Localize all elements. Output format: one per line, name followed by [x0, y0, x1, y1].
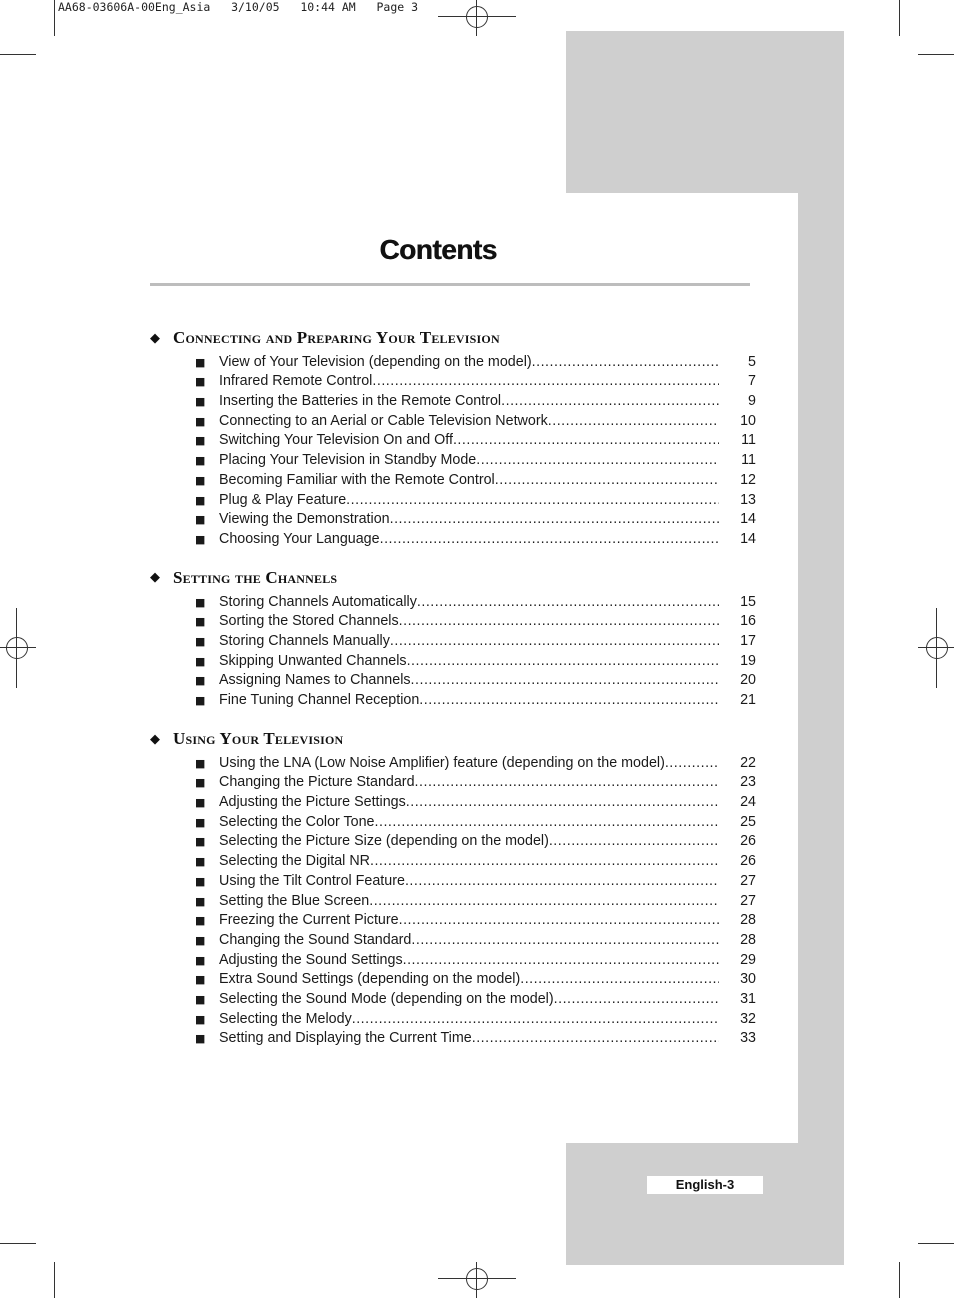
toc-entry-page: 16 [740, 613, 756, 630]
toc-entry-title: Storing Channels Automatically [219, 593, 417, 610]
dot-leader [417, 594, 719, 610]
decorative-panel-bottom [566, 1143, 844, 1265]
toc-entry-page: 5 [748, 353, 756, 370]
toc-entry-title: Inserting the Batteries in the Remote Control [219, 393, 502, 410]
square-bullet-icon: ■ [195, 815, 206, 829]
toc-entry [150, 669, 756, 689]
dot-leader [495, 472, 719, 488]
toc-entry-page: 14 [740, 530, 756, 547]
square-bullet-icon: ■ [195, 674, 206, 688]
toc-entry [150, 869, 756, 889]
toc-entry [150, 610, 756, 630]
toc-entry-page: 19 [740, 652, 756, 669]
toc-entry [150, 1027, 756, 1047]
toc-entry-title: Extra Sound Settings (depending on the model) [219, 971, 521, 988]
toc-entry-page: 22 [740, 754, 756, 771]
toc-entry-title: Changing the Picture Standard [219, 774, 415, 791]
toc-entry [150, 810, 756, 830]
toc-entry-title: Viewing the Demonstration [219, 511, 390, 528]
toc-entry-page: 30 [740, 971, 756, 988]
toc-entry-title: Selecting the Color Tone [219, 813, 375, 830]
dot-leader [476, 452, 719, 468]
toc-entry-title: Selecting the Picture Size (depending on the model) [219, 833, 549, 850]
square-bullet-icon: ■ [195, 914, 206, 928]
toc-entry-page: 20 [740, 672, 756, 689]
toc-entry-title: Selecting the Melody [219, 1010, 352, 1027]
toc-entry-title: Sorting the Stored Channels [219, 613, 399, 630]
toc-entry-page: 32 [740, 1010, 756, 1027]
dot-leader [372, 373, 719, 389]
square-bullet-icon: ■ [195, 634, 206, 648]
dot-leader [407, 653, 719, 669]
toc-entry [150, 448, 756, 468]
crop-mark [0, 1243, 36, 1244]
toc-entry-title: Using the LNA (Low Noise Amplifier) feature (depending on the model) [219, 754, 665, 771]
toc-entry [150, 468, 756, 488]
square-bullet-icon: ■ [195, 654, 206, 668]
toc-entry-page: 28 [740, 912, 756, 929]
toc-entry-title: Infrared Remote Control [219, 373, 373, 390]
diamond-bullet-icon: ◆ [150, 731, 161, 747]
toc-entry [150, 688, 756, 708]
dot-leader [411, 672, 719, 688]
toc-entry-title: Freezing the Current Picture [219, 912, 399, 929]
toc-section [150, 727, 756, 1046]
toc-entry [150, 928, 756, 948]
dot-leader [406, 794, 719, 810]
toc-entry [150, 649, 756, 669]
toc-entry-page: 11 [741, 432, 756, 449]
toc-entry-page: 31 [740, 990, 756, 1007]
crop-mark [54, 0, 55, 36]
toc-entry-title: Storing Channels Manually [219, 632, 390, 649]
toc-entry [150, 790, 756, 810]
toc-entry [150, 350, 756, 370]
toc-entry-page: 28 [740, 931, 756, 948]
dot-leader [390, 633, 719, 649]
toc-entry [150, 590, 756, 610]
diamond-bullet-icon: ◆ [150, 570, 161, 586]
square-bullet-icon: ■ [195, 1012, 206, 1026]
toc-entry-title: Fine Tuning Channel Reception [219, 692, 420, 708]
dot-leader [405, 873, 719, 889]
toc-entry [150, 488, 756, 508]
section-heading [150, 326, 756, 350]
square-bullet-icon: ■ [195, 375, 206, 389]
square-bullet-icon: ■ [195, 434, 206, 448]
square-bullet-icon: ■ [195, 454, 206, 468]
dot-leader [369, 893, 719, 909]
toc-entry-page: 23 [740, 774, 756, 791]
section-heading [150, 566, 756, 590]
dot-leader [411, 932, 719, 948]
toc-entry-page: 7 [748, 373, 756, 390]
toc-entry-title: Skipping Unwanted Channels [219, 652, 407, 669]
toc-entry-page: 10 [740, 412, 756, 429]
toc-entry-title: Selecting the Sound Mode (depending on the model) [219, 990, 554, 1007]
section-heading-text: Connecting and Preparing Your Television [173, 328, 500, 347]
toc-entry-page: 14 [740, 511, 756, 528]
dot-leader [403, 952, 719, 968]
dot-leader [346, 492, 719, 508]
print-slug: AA68-03606A-00Eng_Asia 3/10/05 10:44 AM Page 3 [58, 0, 419, 14]
square-bullet-icon: ■ [195, 595, 206, 609]
page-number-label: English-3 [647, 1176, 763, 1194]
toc-entry-page: 12 [740, 471, 756, 488]
toc-entry-title: Assigning Names to Channels [219, 672, 411, 689]
toc-entry [150, 429, 756, 449]
toc-entry-page: 27 [740, 872, 756, 889]
square-bullet-icon: ■ [195, 615, 206, 629]
toc-entry-page: 29 [740, 951, 756, 968]
toc-entry-title: Selecting the Digital NR [219, 853, 370, 870]
section-heading [150, 727, 756, 751]
toc-entry [150, 527, 756, 547]
toc-entry [150, 629, 756, 649]
toc-entry-title: Becoming Familiar with the Remote Control [219, 471, 495, 488]
section-heading-text: Using Your Television [173, 729, 344, 748]
toc-entry-title: Placing Your Television in Standby Mode [219, 452, 477, 469]
toc-entry-page: 25 [740, 813, 756, 830]
toc-entry-page: 26 [740, 853, 756, 870]
table-of-contents [150, 326, 756, 1065]
square-bullet-icon: ■ [195, 874, 206, 888]
dot-leader [415, 774, 719, 790]
toc-entry-title: Setting and Displaying the Current Time [219, 1030, 472, 1047]
toc-entry-page: 11 [741, 452, 756, 469]
toc-entry [150, 849, 756, 869]
toc-entry [150, 508, 756, 528]
diamond-bullet-icon: ◆ [150, 330, 161, 346]
toc-section [150, 566, 756, 708]
crop-mark [899, 0, 900, 36]
dot-leader [453, 432, 719, 448]
section-heading-text: Setting the Channels [173, 567, 338, 587]
square-bullet-icon: ■ [195, 414, 206, 428]
dot-leader [375, 814, 719, 830]
toc-section [150, 326, 756, 547]
crop-mark [918, 1243, 954, 1244]
square-bullet-icon: ■ [195, 933, 206, 947]
toc-entry [150, 889, 756, 909]
square-bullet-icon: ■ [195, 395, 206, 409]
toc-entry-page: 9 [748, 393, 756, 410]
square-bullet-icon: ■ [195, 694, 206, 707]
toc-entry [150, 389, 756, 409]
crop-mark [0, 54, 36, 55]
square-bullet-icon: ■ [195, 355, 206, 369]
toc-entry [150, 909, 756, 929]
toc-entry [150, 948, 756, 968]
decorative-panel-top [566, 31, 844, 193]
dot-leader [419, 692, 719, 708]
square-bullet-icon: ■ [195, 992, 206, 1006]
square-bullet-icon: ■ [195, 894, 206, 908]
dot-leader [665, 755, 719, 771]
toc-entry [150, 751, 756, 771]
toc-entry-title: Using the Tilt Control Feature [219, 872, 405, 889]
toc-entry-title: Adjusting the Picture Settings [219, 794, 406, 811]
toc-entry-page: 17 [740, 632, 756, 649]
toc-entry-page: 26 [740, 833, 756, 850]
dot-leader [501, 393, 719, 409]
square-bullet-icon: ■ [195, 493, 206, 507]
dot-leader [399, 912, 719, 928]
crop-mark [899, 1262, 900, 1298]
crop-mark [54, 1262, 55, 1298]
toc-entry-title: Adjusting the Sound Settings [219, 951, 403, 968]
dot-leader [390, 511, 719, 527]
square-bullet-icon: ■ [195, 776, 206, 790]
dot-leader [399, 613, 719, 629]
square-bullet-icon: ■ [195, 532, 206, 546]
toc-entry-title: Setting the Blue Screen [219, 892, 370, 909]
dot-leader [549, 833, 719, 849]
decorative-panel-side [798, 193, 844, 1143]
square-bullet-icon: ■ [195, 835, 206, 849]
dot-leader [554, 991, 719, 1007]
square-bullet-icon: ■ [195, 796, 206, 810]
dot-leader [520, 971, 719, 987]
square-bullet-icon: ■ [195, 1032, 206, 1046]
toc-entry [150, 370, 756, 390]
toc-entry-title: Connecting to an Aerial or Cable Television Network [219, 412, 548, 429]
toc-entry-title: Plug & Play Feature [219, 491, 347, 508]
square-bullet-icon: ■ [195, 973, 206, 987]
toc-entry-title: Choosing Your Language [219, 530, 380, 547]
toc-entry-title: Switching Your Television On and Off [219, 432, 453, 449]
dot-leader [352, 1011, 719, 1027]
toc-entry [150, 987, 756, 1007]
crop-mark [918, 54, 954, 55]
toc-entry [150, 830, 756, 850]
toc-entry-page: 24 [740, 794, 756, 811]
toc-entry-title: View of Your Television (depending on the model) [219, 353, 532, 370]
title-divider [150, 283, 750, 286]
toc-entry-page: 13 [740, 491, 756, 508]
toc-entry [150, 409, 756, 429]
dot-leader [380, 531, 719, 547]
toc-entry-page: 27 [740, 892, 756, 909]
square-bullet-icon: ■ [195, 513, 206, 527]
toc-entry [150, 968, 756, 988]
square-bullet-icon: ■ [195, 953, 206, 967]
dot-leader [532, 354, 719, 370]
toc-entry-page: 33 [740, 1030, 756, 1047]
dot-leader [548, 413, 719, 429]
toc-entry [150, 771, 756, 791]
toc-entry-page: 21 [740, 692, 756, 708]
toc-entry-title: Changing the Sound Standard [219, 931, 412, 948]
dot-leader [472, 1030, 719, 1046]
square-bullet-icon: ■ [195, 855, 206, 869]
square-bullet-icon: ■ [195, 756, 206, 770]
page-title: Contents [379, 234, 497, 265]
square-bullet-icon: ■ [195, 473, 206, 487]
toc-entry [150, 1007, 756, 1027]
dot-leader [370, 853, 719, 869]
toc-entry-page: 15 [740, 593, 756, 610]
